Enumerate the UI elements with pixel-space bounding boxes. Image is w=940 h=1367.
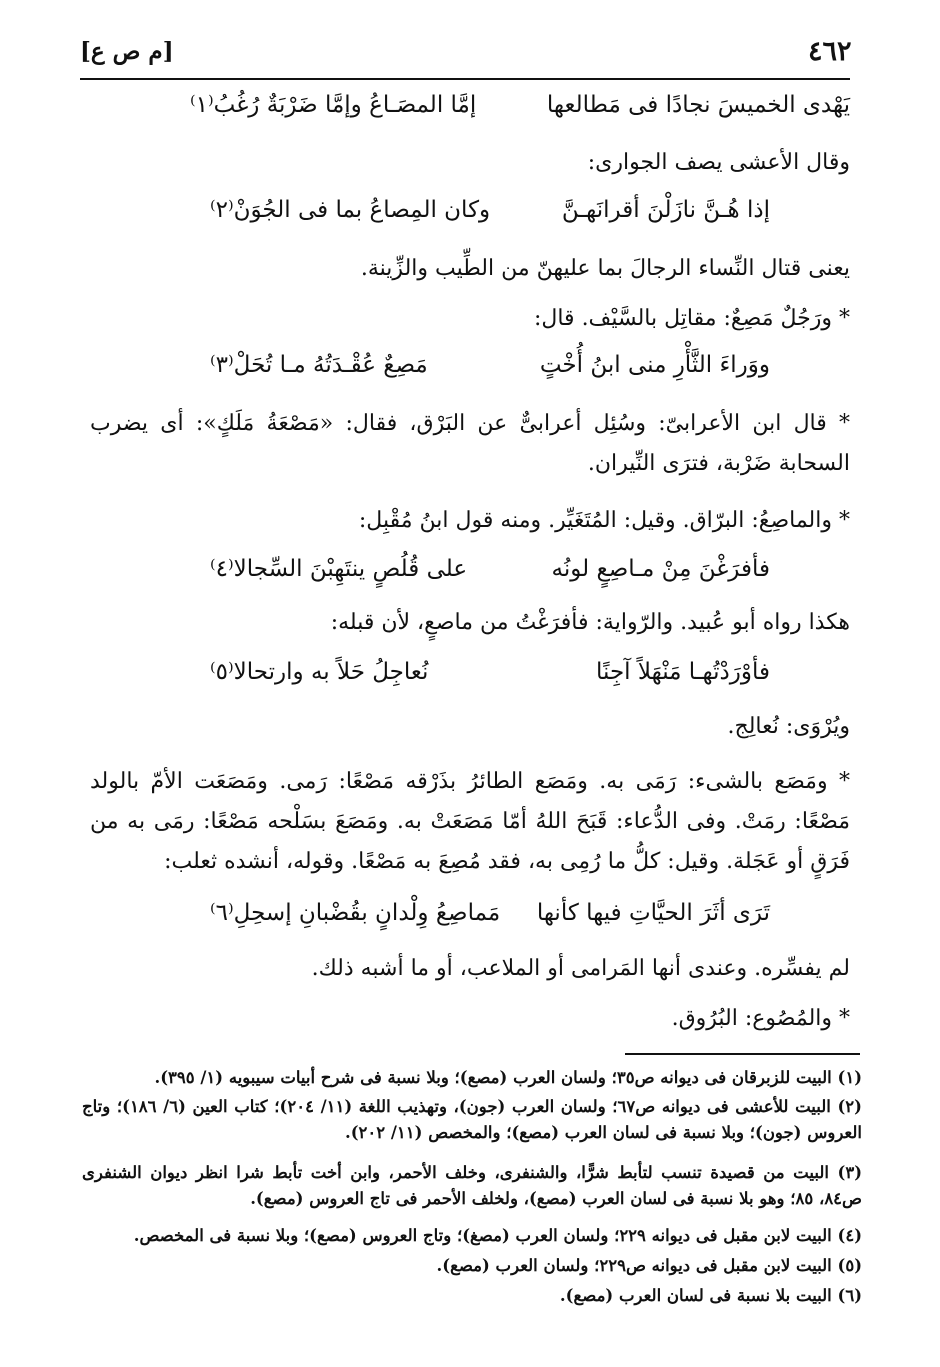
paragraph-8: * ومَصَع بالشىء: رَمَى به. ومَصَع الطائرُ بذَرْقه مَصْعًا: رَمى. ومَصَعَت الأمّ بالولد مَصْعًا: رمَتْ. وفى الدُّعاء: قَبَحَ اللهُ أمّا مَصَعَتْ به. ومَصَعَ بسَلْحه مَصْعًا: رمَى به من فَرَقٍ أو عَجَلة. وقيل: كلُّ ما رُمِى به، فقد مُصِعَ به مَصْعًا. وقوله، أنشده ثعلب: — [90, 769, 850, 874]
paragraph-5: * والماصِعُ: البرّاق. وقيل: المُتَغَيِّر. ومنه قول ابنُ مُقْبِل: — [358, 508, 850, 533]
footnote-5: (٥) البيت لابن مقبل فى ديوانه ص٢٢٩؛ ولسان العرب (مصع). — [436, 1256, 862, 1275]
paragraph-9: لم يفسِّره. وعندى أنها المَرامى أو الملاعب، أو ما أشبه ذلك. — [311, 956, 850, 981]
paragraph-10: * والمُصُوع: البُرُوق. — [671, 1006, 850, 1031]
paragraph-3: * ورَجُلٌ مَصِعٌ: مقاتِل بالسَّيْف. قال: — [533, 306, 850, 331]
paragraph-1: وقال الأعشى يصف الجوارى: — [587, 150, 850, 175]
verse-1-first-hemistich: يَهْدى الخميسَ نجادًا فى مَطالعها — [546, 92, 850, 118]
footnote-6: (٦) البيت بلا نسبة فى لسان العرب (مصع). — [559, 1286, 862, 1305]
verse-3-first-hemistich: ووَراءَ الثَّأْرِ منى ابنُ أُخْتٍ — [539, 352, 770, 378]
verse-6 — [90, 900, 850, 934]
page-number: ٤٦٢ — [808, 36, 852, 67]
verse-3 — [90, 352, 850, 386]
verse-5 — [90, 659, 850, 693]
verse-5-first-hemistich: فأوْرَدْتُهـا مَنْهَلاً آجِنًا — [596, 659, 770, 685]
paragraph-7: ويُرْوَى: نُعالِج. — [727, 714, 850, 739]
verse-4-first-hemistich: فأفرَغْنَ مِنْ مـاصِعٍ لونُه — [551, 556, 770, 582]
verse-1-second-hemistich: إمَّا المصَـاعُ وإمَّا ضَرْبَةٌ رُغُبُ⁽١⁾ — [190, 92, 477, 118]
paragraph-6: هكذا رواه أبو عُبيد. والرّواية: فأفرَغْتُ من ماصعٍ، لأن قبله: — [330, 610, 850, 635]
paragraph-4: * قال ابن الأعرابىّ: وسُئِل أعرابىٌّ عن البَرْق، فقال: «مَصْعَةُ مَلَكٍ»: أى يضرب السحابة ضَرْبة، فترَى النِّيران. — [90, 411, 850, 476]
verse-4-second-hemistich: على قُلُصٍ ينتَهِبْنَ السِّجالا⁽٤⁾ — [210, 556, 468, 582]
root-heading: [م ص ع] — [80, 38, 174, 65]
verse-4 — [90, 556, 850, 590]
verse-3-second-hemistich: مَصِعٌ عُقْـدَتُهُ مـا تُحَلْ⁽٣⁾ — [210, 352, 428, 378]
verse-2-first-hemistich: إذا هُـنَّ نازَلْنَ أقرانَهـنَّ — [561, 197, 770, 223]
verse-2-second-hemistich: وكان المِصاعُ بما فى الجُوَنْ⁽٢⁾ — [210, 197, 491, 223]
verse-2 — [90, 197, 850, 231]
verse-6-second-hemistich: مَماصِعُ وِلْدانٍ بقُضْبانِ إسحِلِ⁽٦⁾ — [210, 900, 501, 926]
header-rule — [80, 78, 850, 80]
footnote-2: (٢) البيت للأعشى فى ديوانه ص٦٧؛ ولسان العرب (جون)، وتهذيب اللغة (١١/ ٢٠٤)؛ كتاب العين (٦/ ١٨٦)؛ وتاج العروس (جون)؛ وبلا نسبة فى لسان العرب (مصع)؛ والمخصص (١١/ ٢٠٢). — [82, 1097, 862, 1142]
footnote-rule — [625, 1053, 860, 1055]
verse-5-second-hemistich: نُعاجِلُ حَلاً به وارتحالا⁽٥⁾ — [210, 659, 429, 685]
verse-1 — [90, 92, 850, 126]
verse-6-first-hemistich: تَرَى أثَرَ الحيَّاتِ فيها كأنها — [536, 900, 770, 926]
footnote-4: (٤) البيت لابن مقبل فى ديوانه ٢٢٩؛ ولسان العرب (مصغ)؛ وتاج العروس (مصع)؛ وبلا نسبة فى المخصص. — [133, 1226, 862, 1245]
footnote-1: (١) البيت للزبرقان فى ديوانه ص٣٥؛ ولسان العرب (مصع)؛ وبلا نسبة فى شرح أبيات سيبويه (١/ ٣٩٥). — [154, 1068, 862, 1087]
paragraph-2: يعنى قتال النِّساء الرجالَ بما عليهنّ من الطِّيب والزِّينة. — [360, 256, 850, 281]
footnote-3: (٣) البيت من قصيدة تنسب لتأبط شرًّا، والشنفرى، وخلف الأحمر، وابن أخت تأبط شرا انظر ديوان الشنفرى ص٨٤، ٨٥؛ وهو بلا نسبة فى لسان العرب (مصع)، ولخلف الأحمر فى تاج العروس (مصع). — [82, 1163, 862, 1208]
